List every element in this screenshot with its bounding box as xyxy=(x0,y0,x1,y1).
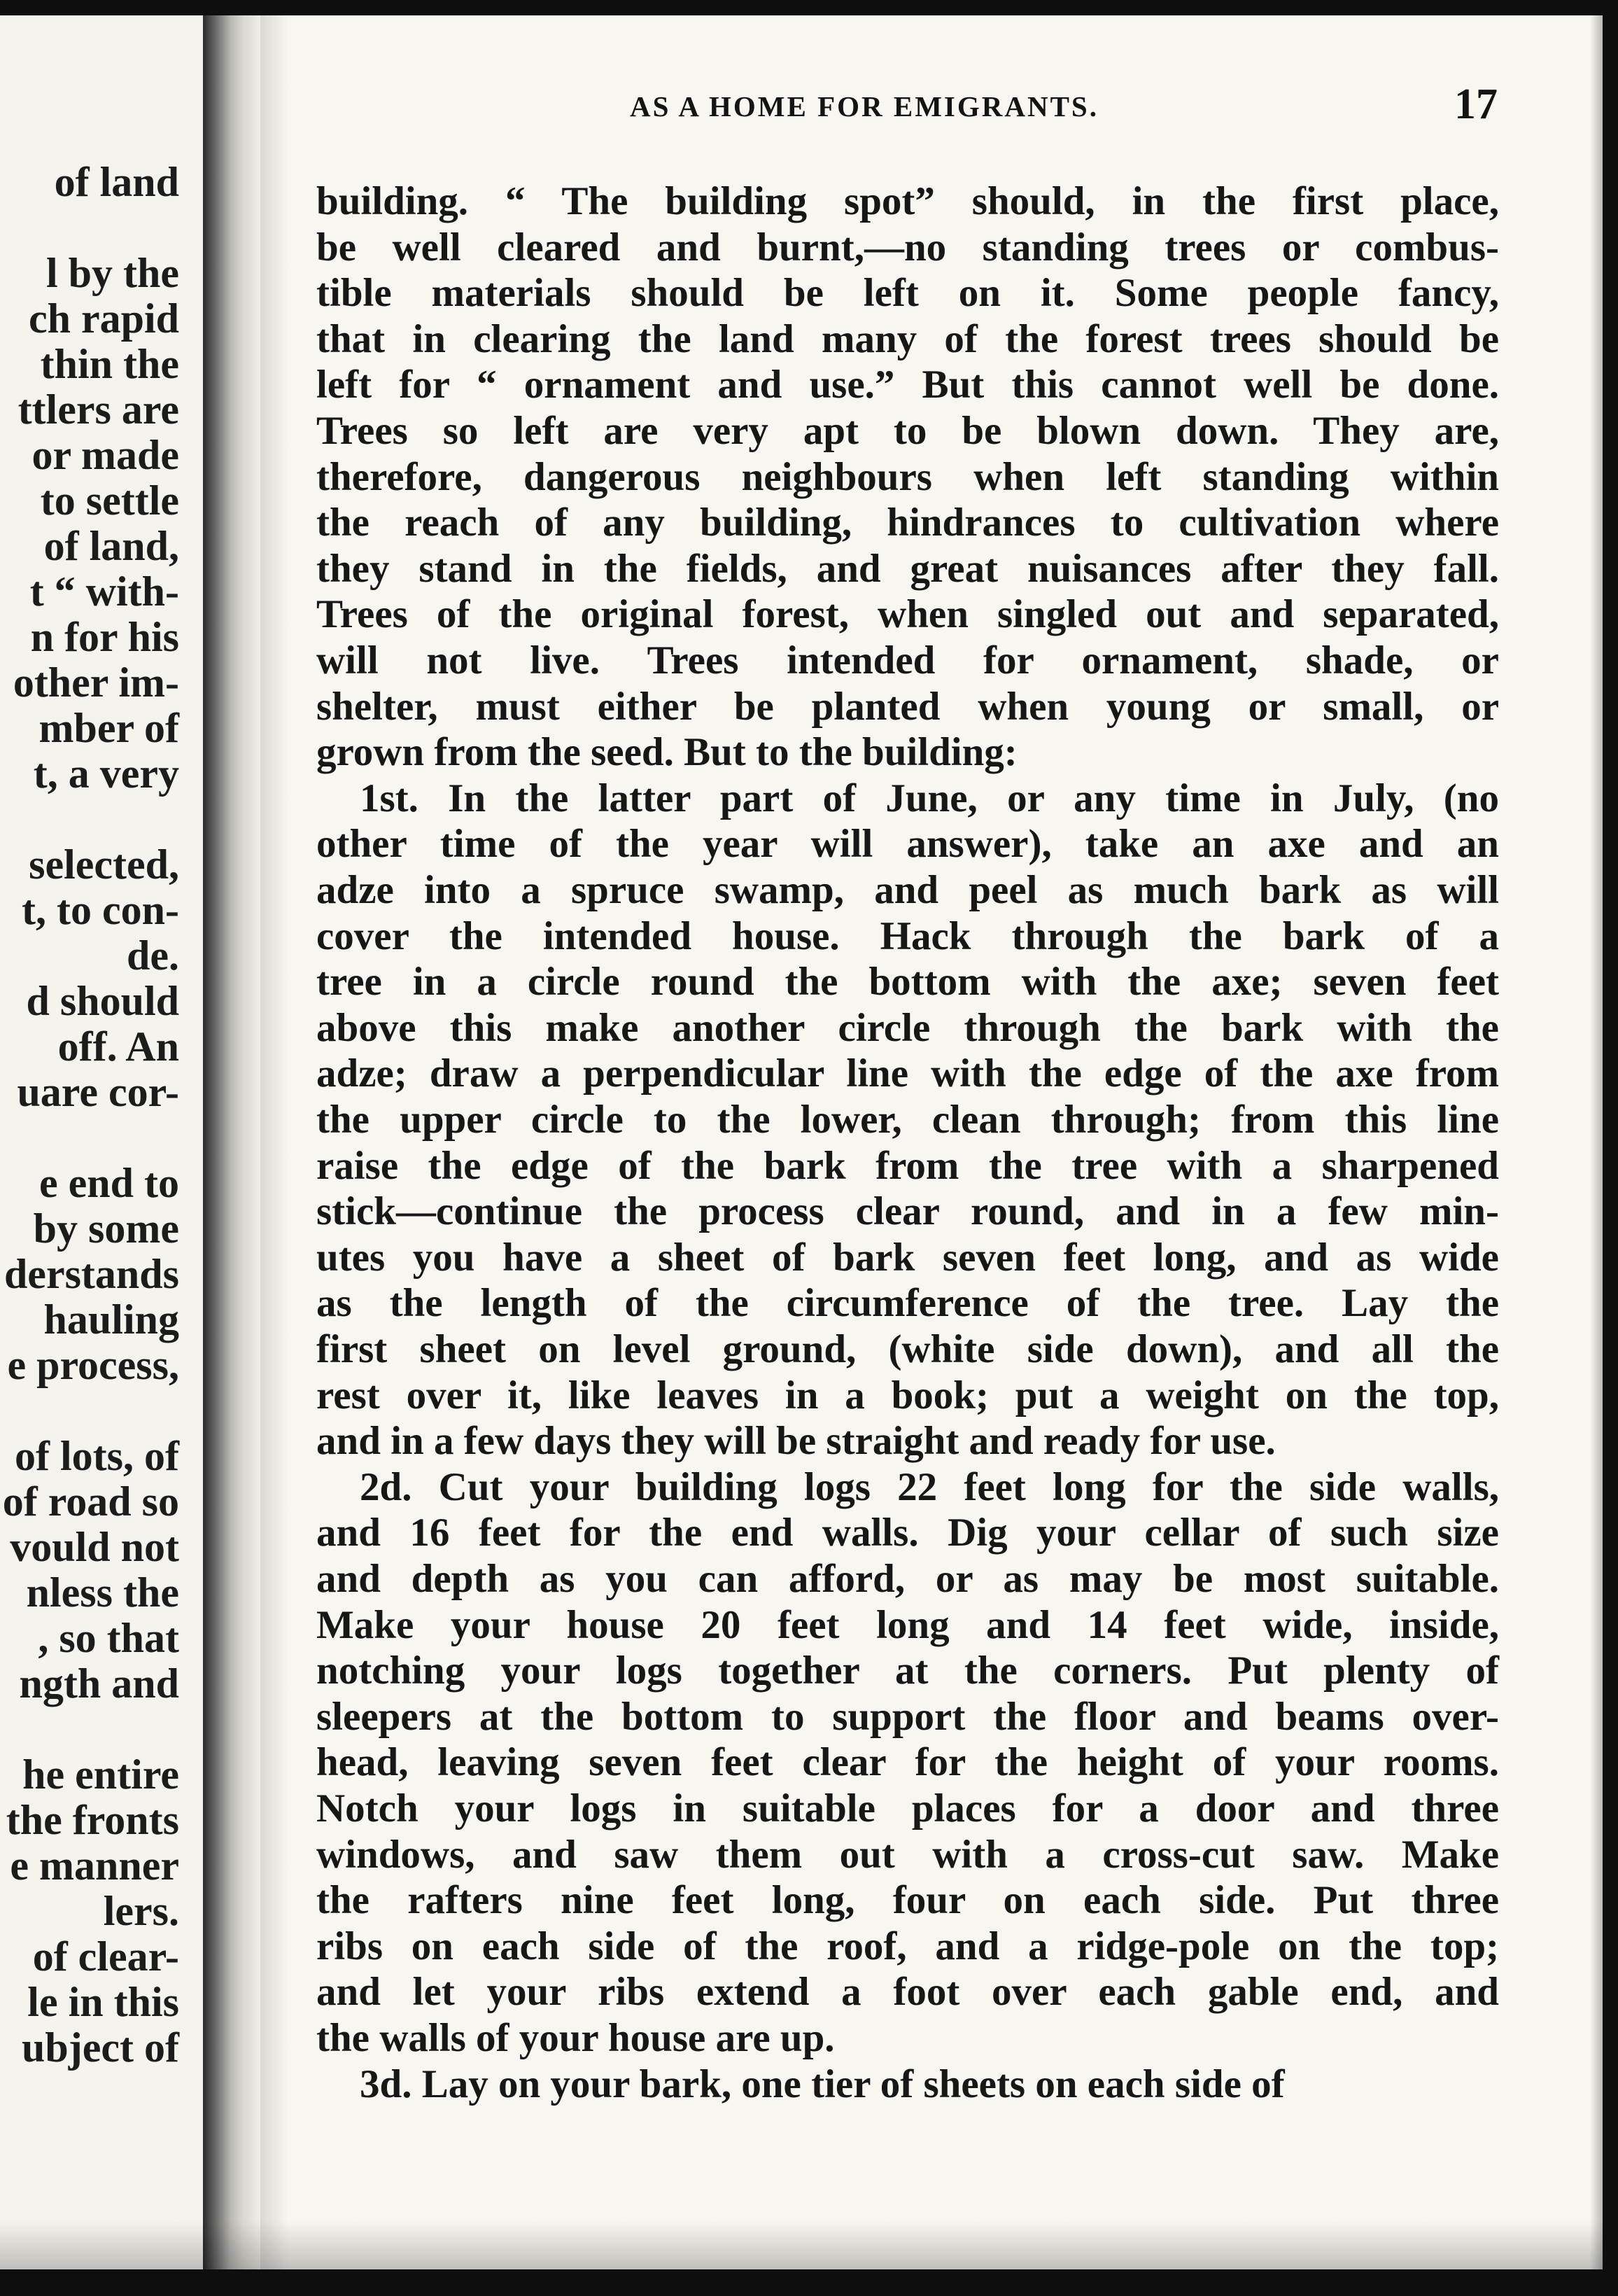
text-line: and let your ribs extend a foot over each gable end, and xyxy=(316,1970,1499,2015)
left-page-line: e manner xyxy=(10,1842,179,1889)
text-line: therefore, dangerous neighbours when left standing within xyxy=(316,454,1499,499)
left-page-line: l by the xyxy=(45,250,179,296)
text-line: stick—continue the process clear round, and in a few min- xyxy=(316,1189,1499,1234)
text-line: the upper circle to the lower, clean through; from this line xyxy=(316,1098,1499,1142)
left-page-line: lers. xyxy=(103,1888,179,1934)
text-line: 1st. In the latter part of June, or any time in July, (no xyxy=(360,776,1499,820)
left-page-line: t, to con- xyxy=(22,887,179,933)
left-page-line: or made xyxy=(31,432,179,478)
left-page-line: e end to xyxy=(39,1160,179,1206)
left-page-line: of lots, of xyxy=(15,1433,179,1479)
text-line: as the length of the circumference of the tree. Lay the xyxy=(316,1281,1499,1326)
text-line: and depth as you can afford, or as may be most suitable. xyxy=(316,1557,1499,1601)
text-line: other time of the year will answer), take an axe and an xyxy=(316,822,1499,867)
left-page-line: n for his xyxy=(30,614,179,660)
text-line: adze; draw a perpendicular line with the edge of the axe from xyxy=(316,1051,1499,1096)
text-line: notching your logs together at the corners. Put plenty of xyxy=(316,1648,1499,1693)
left-page-line: nless the xyxy=(26,1569,179,1616)
left-page-line: to settle xyxy=(40,477,179,524)
left-page-line: mber of xyxy=(38,705,179,751)
text-line: 3d. Lay on your bark, one tier of sheets on each side of xyxy=(360,2062,1285,2106)
left-page-line: ubject of xyxy=(22,2024,179,2071)
left-page-line: e process, xyxy=(7,1342,179,1388)
text-line: first sheet on level ground, (white side down), and all the xyxy=(316,1327,1499,1371)
left-page-line: of land, xyxy=(43,523,179,569)
left-page-line: the fronts xyxy=(6,1797,179,1843)
text-line: grown from the seed. But to the building: xyxy=(316,730,1018,775)
text-line: rest over it, like leaves in a book; put a weight on the top, xyxy=(316,1373,1499,1418)
text-line: above this make another circle through the bark with the xyxy=(316,1005,1499,1050)
text-line: and 16 feet for the end walls. Dig your cellar of such size xyxy=(316,1511,1499,1555)
left-page-line: vould not xyxy=(10,1524,179,1570)
text-line: tree in a circle round the bottom with the axe; seven feet xyxy=(316,960,1499,1004)
left-page-margin xyxy=(0,15,203,2269)
text-line: 2d. Cut your building logs 22 feet long for the side walls, xyxy=(360,1464,1499,1509)
bottom-edge-shadow xyxy=(0,2220,1603,2269)
text-line: the rafters nine feet long, four on each side. Put three xyxy=(316,1878,1499,1923)
text-line: Trees of the original forest, when singled out and separated, xyxy=(316,592,1499,637)
text-line: that in clearing the land many of the forest trees should be xyxy=(316,316,1499,361)
right-edge-shadow xyxy=(1590,15,1603,2269)
text-line: be well cleared and burnt,—no standing trees or combus- xyxy=(316,225,1499,270)
left-page-line: hauling xyxy=(43,1296,179,1343)
text-line: windows, and saw them out with a cross-cut saw. Make xyxy=(316,1832,1499,1877)
text-line: adze into a spruce swamp, and peel as much bark as will xyxy=(316,868,1499,912)
left-page-line: thin the xyxy=(40,341,179,387)
text-line: sleepers at the bottom to support the floor and beams over- xyxy=(316,1694,1499,1739)
left-page-line: , so that xyxy=(38,1615,179,1661)
text-line: tible materials should be left on it. Some people fancy, xyxy=(316,271,1499,316)
text-line: Notch your logs in suitable places for a door and three xyxy=(316,1786,1499,1830)
left-page-line: ch rapid xyxy=(28,295,179,342)
left-page-line: selected, xyxy=(29,841,179,888)
text-line: head, leaving seven feet clear for the height of your rooms. xyxy=(316,1740,1499,1785)
text-line: the walls of your house are up. xyxy=(316,2016,835,2060)
left-page-line: d should xyxy=(26,978,179,1024)
text-line: will not live. Trees intended for ornament, shade, or xyxy=(316,638,1499,682)
left-page-line: of road so xyxy=(2,1478,179,1525)
book-gutter xyxy=(203,15,260,2269)
left-page-line: t “ with- xyxy=(29,568,179,615)
text-line: and in a few days they will be straight and ready for use. xyxy=(316,1419,1276,1464)
text-line: they stand in the fields, and great nuisances after they fall. xyxy=(316,546,1499,591)
text-line: raise the edge of the bark from the tree with a sharpened xyxy=(316,1143,1499,1188)
text-line: shelter, must either be planted when young or small, or xyxy=(316,684,1499,729)
running-head: AS A HOME FOR EMIGRANTS. xyxy=(630,90,1099,122)
text-line: cover the intended house. Hack through the bark of a xyxy=(316,913,1499,958)
left-page-line: de. xyxy=(127,932,179,979)
left-page-line: derstands xyxy=(3,1251,179,1297)
text-line: Trees so left are very apt to be blown down. They are, xyxy=(316,409,1499,453)
text-line: left for “ ornament and use.” But this cannot well be done. xyxy=(316,363,1499,407)
left-page-line: ttlers are xyxy=(17,386,179,433)
left-page-line: off. An xyxy=(57,1023,179,1070)
left-page-line: he entire xyxy=(22,1751,179,1798)
page-number: 17 xyxy=(1454,80,1498,128)
text-line: ribs on each side of the roof, and a ridge-pole on the top; xyxy=(316,1924,1499,1968)
left-page-line: ngth and xyxy=(19,1660,179,1707)
left-page-line: t, a very xyxy=(33,750,179,797)
left-page-line: by some xyxy=(33,1205,179,1252)
text-line: building. “ The building spot” should, in the first place, xyxy=(316,179,1499,223)
left-page-line: of land xyxy=(54,159,179,205)
left-page-line: other im- xyxy=(13,659,179,706)
left-page-line: of clear- xyxy=(32,1933,179,1980)
left-page-line: uare cor- xyxy=(17,1069,179,1115)
text-line: the reach of any building, hindrances to cultivation where xyxy=(316,500,1499,545)
text-line: Make your house 20 feet long and 14 feet wide, inside, xyxy=(316,1602,1499,1647)
gutter-shadow xyxy=(260,15,288,2269)
left-page-line: le in this xyxy=(27,1979,179,2025)
text-line: utes you have a sheet of bark seven feet long, and as wide xyxy=(316,1235,1499,1280)
scanned-book-spread xyxy=(0,15,1603,2269)
